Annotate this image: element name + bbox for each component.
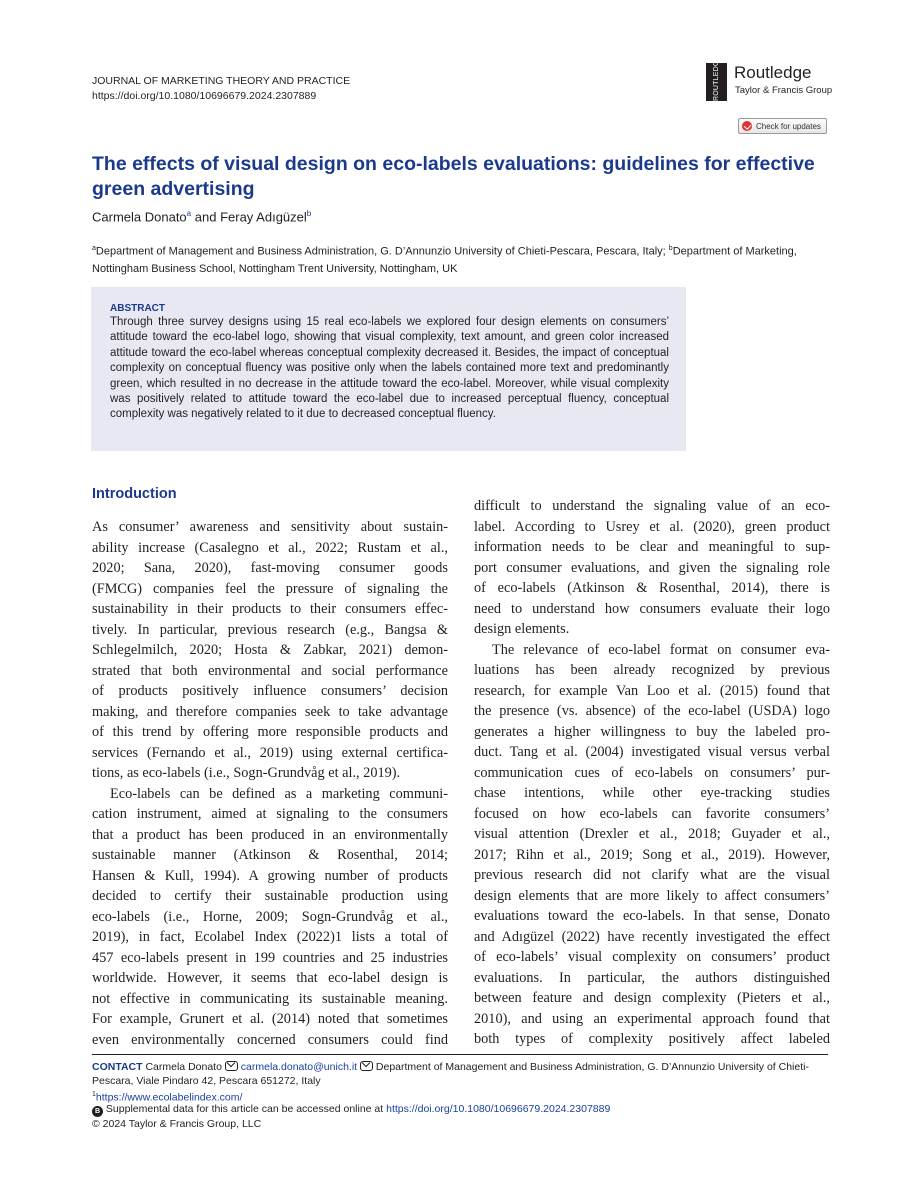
body-text-line: evaluations. In particular, the authors distinguished (474, 969, 830, 986)
body-text-line: the presence (vs. absence) of the eco-label (USDA) logo (474, 703, 830, 719)
body-text-line: sustainable manner (Atkinson & Rosenthal, 2014; (92, 847, 448, 863)
body-text-line: research, for example Van Loo et al. (2015) found that (474, 682, 830, 699)
footnote-link[interactable]: https://www.ecolabelindex.com/ (95, 1091, 243, 1104)
body-text-line: previous research did not clarify what are the visual (474, 867, 830, 883)
body-text-line: Schlegelmilch, 2020; Hosta & Zabkar, 2021) demon- (92, 642, 448, 658)
routledge-mark-icon: ROUTLEDGE (706, 63, 727, 101)
journal-header (92, 74, 350, 104)
body-text-line: Eco-labels can be defined as a marketing communi- (110, 785, 448, 802)
email-icon (225, 1061, 238, 1071)
body-text-line: sustainability in their products to their consumers effec- (92, 601, 448, 617)
body-column-right (474, 496, 830, 1050)
abstract-heading: ABSTRACT (110, 303, 165, 314)
body-text-line: even environmentally concerned consumers could find (92, 1031, 448, 1048)
body-text-line: For example, Grunert et al. (2014) noted that sometimes (92, 1011, 448, 1027)
footnote-number: 1 (92, 1091, 96, 1098)
body-text-line: cation instrument, aimed at signaling to the consumers (92, 806, 448, 822)
body-text-line: focused on how eco-labels can favorite consumers’ (474, 805, 830, 822)
body-text-line: strated that both environmental and social performance (92, 662, 448, 679)
contact-address-cont: Pescara, Viale Pindaro 42, Pescara 651272, Italy (92, 1075, 321, 1087)
publisher-name: Routledge (734, 63, 812, 82)
address-icon (360, 1061, 373, 1071)
body-text-line: label. According to Usrey et al. (2020), green product (474, 518, 830, 535)
author-name: Feray Adıgüzel (220, 209, 307, 225)
contact-email-link[interactable]: carmela.donato@unich.it (240, 1061, 358, 1073)
body-text-line: (FMCG) companies feel the pressure of signaling the (92, 580, 448, 597)
abstract-box (91, 287, 686, 451)
footer-divider (92, 1054, 828, 1055)
body-text-line: both types of complexity positively affect labeled (474, 1031, 830, 1047)
body-column-left (92, 517, 448, 1050)
supplemental-line (92, 1102, 610, 1117)
body-text-line: 457 eco-labels present in 199 countries and 25 industries (92, 949, 448, 966)
body-text-line: Hansen & Kull, 1994). A growing number of products (92, 867, 448, 884)
journal-name: JOURNAL OF MARKETING THEORY AND PRACTICE (92, 75, 351, 87)
body-text-line: need to understand how consumers evaluate their logo (474, 600, 830, 617)
body-text-line: making, and therefore companies seek to take advantage (92, 703, 448, 720)
author-list (92, 209, 311, 224)
article-doi[interactable]: https://doi.org/10.1080/10696679.2024.2307889 (92, 90, 317, 102)
body-text-line: generates a higher willingness to buy the labeled pro- (474, 723, 830, 740)
body-text-line: tions, as eco-labels (i.e., Sogn-Grundvåg et al., 2019). (92, 765, 401, 781)
affiliation-a: Department of Management and Business Administration, G. D’Annunzio University of Chieti-Pescara, Pescara, Italy; (95, 245, 666, 258)
body-text-line: 2010), and using an experimental approach found that (474, 1010, 830, 1027)
body-text-line: not effective in communicating its sustainable meaning. (92, 990, 448, 1007)
body-text-line: decided to certify their sustainable production using (92, 888, 448, 904)
body-text-line: design elements. (474, 621, 570, 637)
affiliations (92, 240, 832, 278)
body-text-line: 2019), in fact, Ecolabel Index (2022)1 lists a total of (92, 929, 448, 945)
contact-address: Department of Management and Business Administration, G. D’Annunzio University of Chieti- (375, 1061, 809, 1073)
body-text-line: eco-labels (i.e., Horne, 2009; Sogn-Grundvåg et al., (92, 908, 448, 925)
check-updates-icon (742, 121, 752, 131)
body-text-line: worldwide. However, it seems that eco-label design is (92, 970, 448, 986)
affil-marker: b (668, 245, 673, 252)
check-for-updates-button[interactable] (738, 118, 827, 134)
body-text-line: luations has been already recognized by previous (474, 662, 830, 678)
article-title: The effects of visual design on eco-labels evaluations: guidelines for effective green advertising (92, 153, 815, 200)
author-name: Carmela Donato (92, 209, 187, 225)
body-text-line: visual attention (Drexler et al., 2018; Guyader et al., (474, 826, 830, 842)
author-affil-link[interactable]: a (186, 209, 192, 218)
body-text-line: that a product has been produced in an environmentally (92, 826, 448, 843)
affil-marker: a (92, 245, 96, 252)
body-text-line: 2017; Rihn et al., 2019; Song et al., 2019). However, (474, 846, 830, 863)
body-text-line: between feature and design complexity (Pieters et al., (474, 990, 830, 1006)
contact-name: Carmela Donato (145, 1061, 222, 1073)
body-text-line: of eco-labels (Atkinson & Rosenthal, 2014), there is (474, 580, 830, 596)
body-text-line: 2020; Sana, 2020), fast-moving consumer goods (92, 560, 448, 576)
supplemental-link[interactable]: https://doi.org/10.1080/10696679.2024.2307889 (386, 1103, 611, 1115)
affiliation-b: Department of Marketing, Nottingham Business School, Nottingham Trent University, Nottingham, UK (92, 245, 797, 275)
supplemental-text: Supplemental data for this article can be accessed online at (105, 1103, 384, 1115)
body-text-line: of products positively influence consumers’ decision (92, 683, 448, 699)
contact-line (92, 1060, 809, 1074)
body-text-line: communication cues of eco-labels on consumers’ pur- (474, 764, 830, 781)
body-text-line: design elements that are more likely to affect consumers’ (474, 887, 830, 904)
supplemental-icon: B (92, 1106, 103, 1117)
body-text-line: difficult to understand the signaling value of an eco- (474, 498, 830, 514)
body-text-line: services (Fernando et al., 2019) using external certifica- (92, 744, 448, 761)
publisher-group: Taylor & Francis Group (735, 85, 833, 96)
body-text-line: information needs to be clear and meaningful to sup- (474, 539, 830, 555)
contact-label: CONTACT (92, 1061, 143, 1073)
body-text-line: The relevance of eco-label format on consumer eva- (492, 641, 830, 658)
body-text-line: duct. Tang et al. (2004) investigated visual versus verbal (474, 744, 830, 760)
section-heading: Introduction (92, 486, 177, 502)
author-conjunction: and (194, 209, 217, 225)
body-text-line: of this trend by offering more responsible products and (92, 724, 448, 740)
body-text-line: port consumer evaluations, and given the signaling role (474, 559, 830, 576)
body-text-line: chase intentions, while other eye-tracking studies (474, 785, 830, 801)
body-text-line: As consumer’ awareness and sensitivity about sustain- (92, 519, 448, 535)
copyright: © 2024 Taylor & Francis Group, LLC (92, 1118, 262, 1130)
body-text-line: evaluations toward the eco-labels. In that sense, Donato (474, 908, 830, 924)
body-text-line: ability increase (Casalegno et al., 2022; Rustam et al., (92, 539, 448, 556)
check-updates-label: Check for updates (756, 121, 821, 131)
body-text-line: of eco-labels’ visual complexity on consumers’ product (474, 949, 830, 965)
abstract-text: Through three survey designs using 15 real eco-labels we explored four design elements on consumers’ attitude toward the eco-label logo, showing that visual complexity, text amount, and green color increased attitude toward the eco-label whereas conceptual complexity decreased it. Besides, the impact of conceptual complexity on conceptual fluency was positive only when the labels contained more text and predominantly green, which resulted in no decrease in the attitude toward the eco-label. Moreover, while visual complexity was positively related to attitude toward the eco-label due to increased perceptual fluency, conceptual complexity was negatively related to it due to decreased conceptual fluency. (110, 316, 669, 421)
author-affil-link[interactable]: b (306, 209, 312, 218)
body-text-line: tively. In particular, previous research (e.g., Bangsa & (92, 621, 448, 638)
body-text-line: and Adıgüzel (2022) have recently investigated the effect (474, 928, 830, 945)
